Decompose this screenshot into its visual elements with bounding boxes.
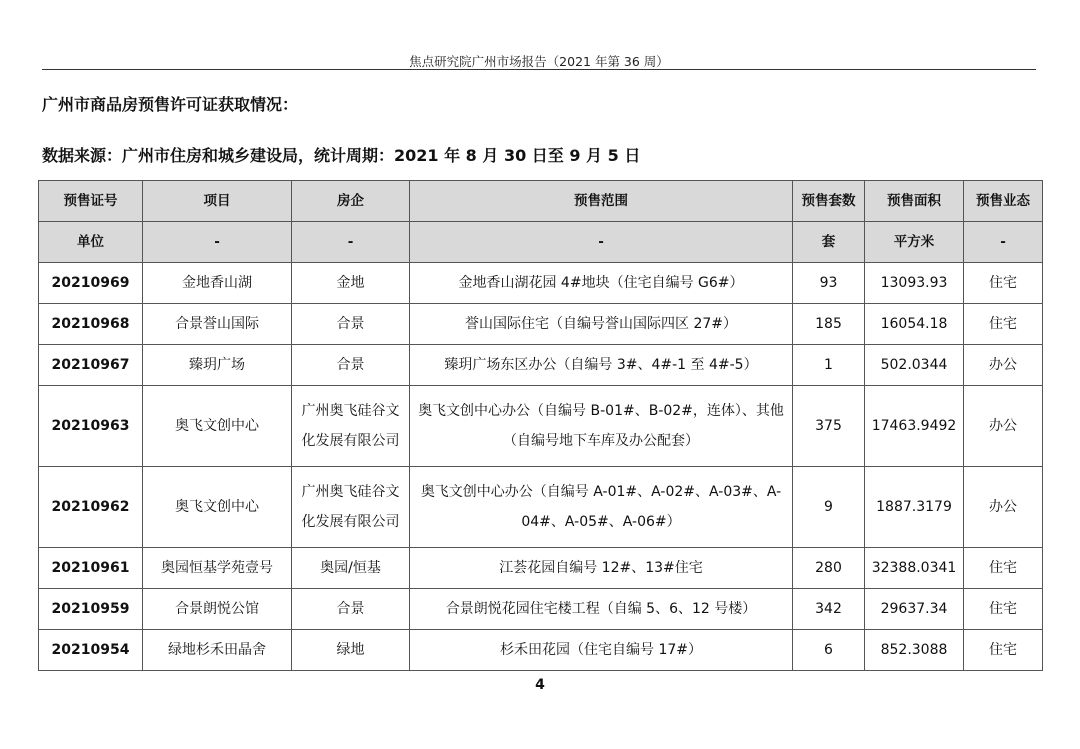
project-name: 金地香山湖	[143, 263, 292, 304]
presale-area: 16054.18	[865, 304, 964, 345]
unit-scope: -	[410, 222, 793, 263]
developer-name: 奥园/恒基	[292, 548, 410, 589]
table-row	[39, 467, 1043, 548]
developer-name: 绿地	[292, 630, 410, 671]
unit-type: -	[964, 222, 1043, 263]
permit-number: 20210954	[39, 630, 143, 671]
presale-area: 17463.9492	[865, 386, 964, 467]
presale-scope: 金地香山湖花园 4#地块（住宅自编号 G6#）	[410, 263, 793, 304]
developer-name: 金地	[292, 263, 410, 304]
permit-number: 20210962	[39, 467, 143, 548]
column-header-units: 预售套数	[793, 181, 865, 222]
section-title: 广州市商品房预售许可证获取情况：	[42, 95, 299, 114]
presale-scope: 奥飞文创中心办公（自编号 B-01#、B-02#，连体）、其他（自编号地下车库及办公配套）	[410, 386, 793, 467]
column-header-area: 预售面积	[865, 181, 964, 222]
project-name: 臻玥广场	[143, 345, 292, 386]
developer-name: 合景	[292, 589, 410, 630]
data-source-line: 数据来源：广州市住房和城乡建设局，统计周期：2021 年 8 月 30 日至 9 月 5 日	[42, 146, 641, 165]
table-row	[39, 630, 1043, 671]
column-header-project: 项目	[143, 181, 292, 222]
presale-scope: 江荟花园自编号 12#、13#住宅	[410, 548, 793, 589]
presale-type: 办公	[964, 386, 1043, 467]
presale-type: 办公	[964, 467, 1043, 548]
presale-type: 住宅	[964, 548, 1043, 589]
permit-number: 20210967	[39, 345, 143, 386]
presale-scope: 奥飞文创中心办公（自编号 A-01#、A-02#、A-03#、A-04#、A-05#、A-06#）	[410, 467, 793, 548]
unit-project: -	[143, 222, 292, 263]
unit-label: 单位	[39, 222, 143, 263]
presale-units: 1	[793, 345, 865, 386]
presale-type: 办公	[964, 345, 1043, 386]
project-name: 奥园恒基学苑壹号	[143, 548, 292, 589]
developer-name: 广州奥飞硅谷文化发展有限公司	[292, 386, 410, 467]
presale-units: 185	[793, 304, 865, 345]
presale-area: 1887.3179	[865, 467, 964, 548]
column-header-developer: 房企	[292, 181, 410, 222]
presale-area: 13093.93	[865, 263, 964, 304]
table-row	[39, 304, 1043, 345]
permit-number: 20210969	[39, 263, 143, 304]
presale-scope: 臻玥广场东区办公（自编号 3#、4#-1 至 4#-5）	[410, 345, 793, 386]
presale-units: 342	[793, 589, 865, 630]
developer-name: 合景	[292, 304, 410, 345]
presale-area: 32388.0341	[865, 548, 964, 589]
presale-units: 375	[793, 386, 865, 467]
unit-developer: -	[292, 222, 410, 263]
permit-number: 20210963	[39, 386, 143, 467]
developer-name: 合景	[292, 345, 410, 386]
permit-number: 20210961	[39, 548, 143, 589]
presale-permit-table	[38, 180, 1043, 671]
presale-type: 住宅	[964, 304, 1043, 345]
project-name: 奥飞文创中心	[143, 467, 292, 548]
presale-area: 502.0344	[865, 345, 964, 386]
presale-type: 住宅	[964, 589, 1043, 630]
column-header-permit: 预售证号	[39, 181, 143, 222]
presale-scope: 杉禾田花园（住宅自编号 17#）	[410, 630, 793, 671]
permit-number: 20210959	[39, 589, 143, 630]
column-header-scope: 预售范围	[410, 181, 793, 222]
presale-area: 29637.34	[865, 589, 964, 630]
table-row	[39, 589, 1043, 630]
presale-units: 6	[793, 630, 865, 671]
presale-area: 852.3088	[865, 630, 964, 671]
table-row	[39, 386, 1043, 467]
presale-type: 住宅	[964, 263, 1043, 304]
developer-name: 广州奥飞硅谷文化发展有限公司	[292, 467, 410, 548]
page-number: 4	[535, 677, 545, 693]
header-divider	[42, 69, 1036, 70]
presale-scope: 誉山国际住宅（自编号誉山国际四区 27#）	[410, 304, 793, 345]
project-name: 合景朗悦公馆	[143, 589, 292, 630]
table-row	[39, 548, 1043, 589]
presale-scope: 合景朗悦花园住宅楼工程（自编 5、6、12 号楼）	[410, 589, 793, 630]
presale-units: 93	[793, 263, 865, 304]
table-header-row	[39, 181, 1043, 222]
table-row	[39, 263, 1043, 304]
column-header-type: 预售业态	[964, 181, 1043, 222]
project-name: 绿地杉禾田晶舍	[143, 630, 292, 671]
presale-type: 住宅	[964, 630, 1043, 671]
project-name: 奥飞文创中心	[143, 386, 292, 467]
permit-number: 20210968	[39, 304, 143, 345]
running-header: 焦点研究院广州市场报告（2021 年第 36 周）	[409, 54, 669, 69]
project-name: 合景誉山国际	[143, 304, 292, 345]
unit-units: 套	[793, 222, 865, 263]
table-unit-row	[39, 222, 1043, 263]
presale-units: 280	[793, 548, 865, 589]
presale-units: 9	[793, 467, 865, 548]
unit-area: 平方米	[865, 222, 964, 263]
table-row	[39, 345, 1043, 386]
